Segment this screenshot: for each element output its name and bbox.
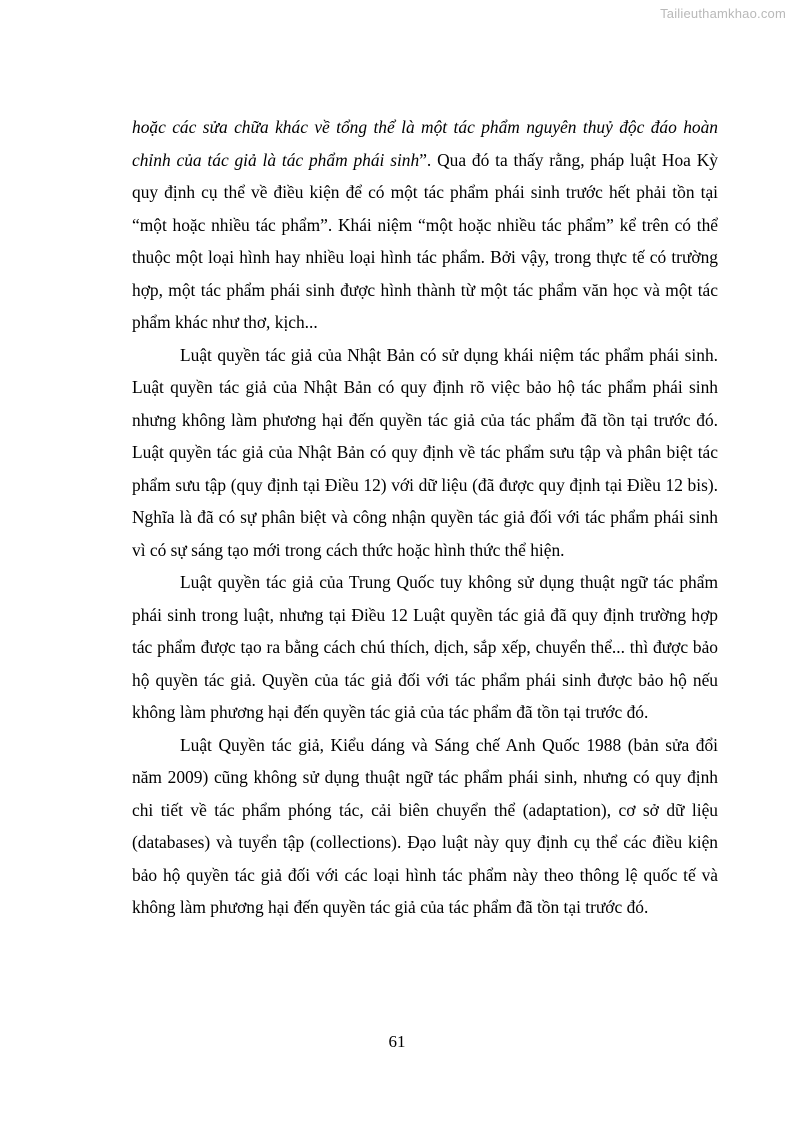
paragraph-japan-law: Luật quyền tác giả của Nhật Bản có sử dụng khái niệm tác phẩm phái sinh. Luật quyền tác giả của Nhật Bản có quy định rõ việc bảo hộ tác phẩm phái sinh nhưng không làm phương hại đến quyền tác giả của tác phẩm đã tồn tại trước đó. Luật quyền tác giả của Nhật Bản có quy định về tác phẩm sưu tập và phân biệt tác phẩm sưu tập (quy định tại Điều 12) với dữ liệu (đã được quy định tại Điều 12 bis). Nghĩa là đã có sự phân biệt và công nhận quyền tác giả đối với tác phẩm phái sinh vì có sự sáng tạo mới trong cách thức hoặc hình thức thể hiện.: [132, 344, 718, 560]
watermark-text: Tailieuthamkhao.com: [660, 6, 786, 21]
page-number: 61: [388, 1032, 406, 1051]
italic-quote: hoặc các sửa chữa khác về tổng thể là một tác phẩm nguyên thuỷ độc đáo hoàn chỉnh của tác giả là tác phẩm phái sinh: [132, 117, 718, 170]
paragraph-uk-law: Luật Quyền tác giả, Kiểu dáng và Sáng chế Anh Quốc 1988 (bản sửa đổi năm 2009) cũng không sử dụng thuật ngữ tác phẩm phái sinh, nhưng có quy định chi tiết về tác phẩm phóng tác, cải biên chuyển thể (adaptation), cơ sở dữ liệu (databases) và tuyển tập (collections). Đạo luật này quy định cụ thể các điều kiện bảo hộ quyền tác giả đối với các loại hình tác phẩm này theo thông lệ quốc tế và không làm phương hại đến quyền tác giả của tác phẩm đã tồn tại trước đó.: [132, 734, 718, 917]
document-body: [132, 111, 718, 924]
paragraph-text: ”. Qua đó ta thấy rằng, pháp luật Hoa Kỳ quy định cụ thể về điều kiện để có một tác phẩm phái sinh trước hết phải tồn tại “một hoặc nhiều tác phẩm”. Khái niệm “một hoặc nhiều tác phẩm” kể trên có thể thuộc một loại hình hay nhiều loại hình tác phẩm. Bởi vậy, trong thực tế có trường hợp, một tác phẩm phái sinh được hình thành từ một tác phẩm văn học và một tác phẩm khác như thơ, kịch...: [132, 149, 718, 332]
paragraph-china-law: Luật quyền tác giả của Trung Quốc tuy không sử dụng thuật ngữ tác phẩm phái sinh trong luật, nhưng tại Điều 12 Luật quyền tác giả đã quy định trường hợp tác phẩm được tạo ra bằng cách chú thích, dịch, sắp xếp, chuyển thể... thì được bảo hộ quyền tác giả. Quyền của tác giả đối với tác phẩm phái sinh được bảo hộ nếu không làm phương hại đến quyền tác giả của tác phẩm đã tồn tại trước đó.: [132, 572, 718, 722]
paragraph-continuation: [132, 111, 718, 339]
